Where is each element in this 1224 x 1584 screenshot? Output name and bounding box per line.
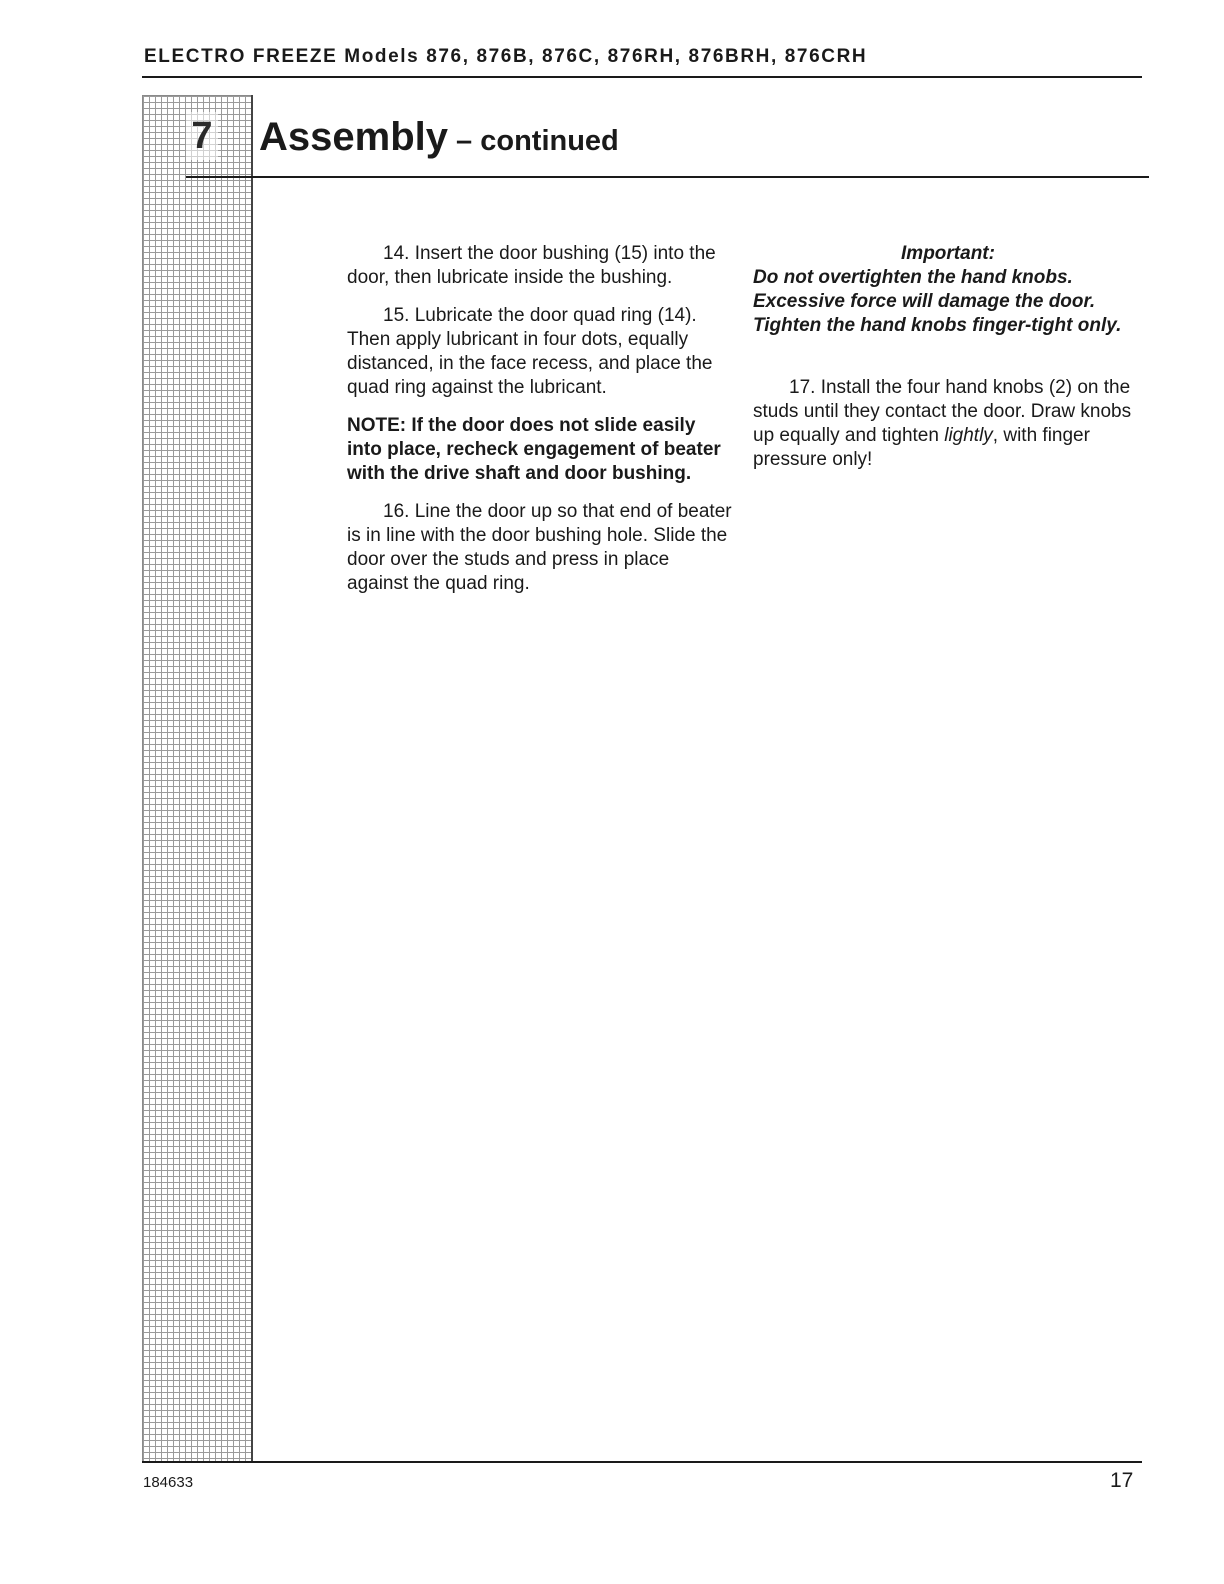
- footer-rule: [142, 1461, 1142, 1463]
- section-title-main: Assembly: [259, 115, 448, 159]
- section-number: 7: [186, 112, 218, 160]
- important-heading: Important:: [901, 243, 995, 264]
- step-17-emphasis: lightly: [944, 425, 993, 446]
- grid-sidebar-edge: [251, 95, 253, 1462]
- running-header: ELECTRO FREEZE Models 876, 876B, 876C, 876RH, 876BRH, 876CRH: [144, 46, 868, 67]
- section-title: [259, 113, 619, 165]
- step-17: [753, 376, 1143, 472]
- step-16: 16. Line the door up so that end of beater is in line with the door bushing hole. Slide the door over the studs and press in place against the quad ring.: [347, 501, 732, 594]
- important-text: Do not overtighten the hand knobs. Excessive force will damage the door. Tighten the hand knobs finger-tight only.: [753, 267, 1122, 336]
- left-column: [347, 242, 735, 610]
- section-title-suffix: – continued: [447, 125, 619, 157]
- step-17-text-end: , with finger pressure only!: [753, 425, 1090, 470]
- note-paragraph: NOTE: If the door does not slide easily into place, recheck engagement of beater with the drive shaft and door bushing.: [347, 415, 721, 484]
- title-rule: [186, 176, 1149, 178]
- right-column: [753, 242, 1143, 486]
- page-number: 17: [1110, 1469, 1134, 1492]
- grid-sidebar: [142, 95, 252, 1462]
- step-14: 14. Insert the door bushing (15) into the door, then lubricate inside the bushing.: [347, 243, 716, 288]
- important-callout: [753, 242, 1143, 338]
- step-17-text: 17. Install the four hand knobs (2) on the studs until they contact the door. Draw knobs up equally and tighten: [753, 377, 1132, 446]
- header-rule: [142, 76, 1142, 78]
- document-number: 184633: [143, 1474, 194, 1491]
- step-15: 15. Lubricate the door quad ring (14). Then apply lubricant in four dots, equally distanced, in the face recess, and place the quad ring against the lubricant.: [347, 305, 713, 398]
